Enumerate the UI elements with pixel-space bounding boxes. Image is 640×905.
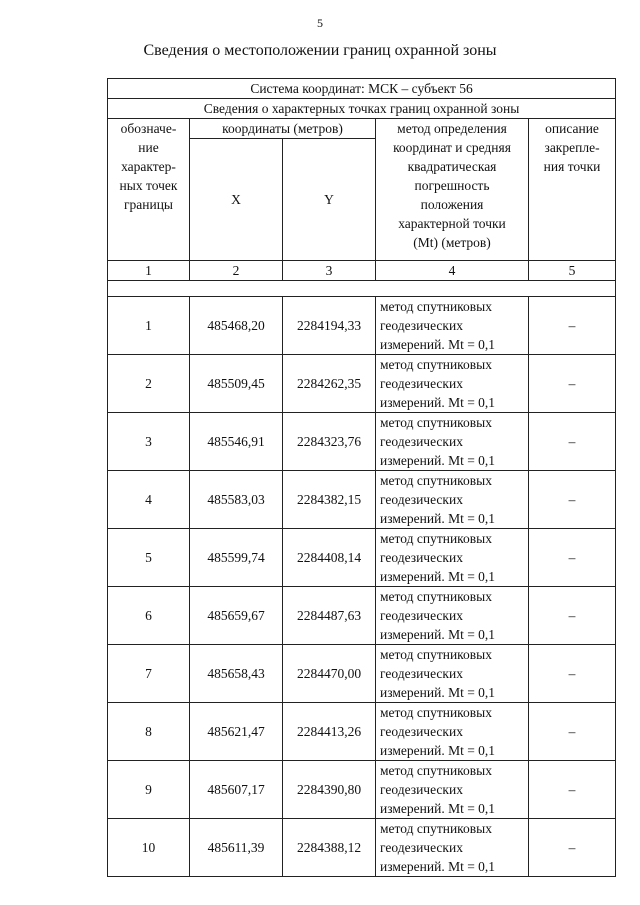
method-cell: метод спутниковых геодезических измерений. Mt = 0,1 xyxy=(376,297,529,355)
description-cell: – xyxy=(529,819,616,877)
y-coordinate-cell: 2284408,14 xyxy=(283,529,376,587)
header-y: Y xyxy=(283,139,376,261)
table-row xyxy=(108,413,616,471)
y-coordinate-cell: 2284262,35 xyxy=(283,355,376,413)
header-method: метод определения координат и средняя квадратическая погрешность положения характерной точки (Mt) (метров) xyxy=(376,119,529,261)
method-cell: метод спутниковых геодезических измерений. Mt = 0,1 xyxy=(376,587,529,645)
column-number: 3 xyxy=(283,261,376,281)
x-coordinate-cell: 485607,17 xyxy=(190,761,283,819)
description-cell: – xyxy=(529,471,616,529)
point-number-cell: 1 xyxy=(108,297,190,355)
table-row xyxy=(108,529,616,587)
point-number-cell: 3 xyxy=(108,413,190,471)
y-coordinate-cell: 2284388,12 xyxy=(283,819,376,877)
header-description: описание закрепле- ния точки xyxy=(529,119,616,261)
x-coordinate-cell: 485611,39 xyxy=(190,819,283,877)
header-point-label: обозначе- ние характер- ных точек границы xyxy=(108,119,190,261)
y-coordinate-cell: 2284487,63 xyxy=(283,587,376,645)
header-x: X xyxy=(190,139,283,261)
method-cell: метод спутниковых геодезических измерений. Mt = 0,1 xyxy=(376,471,529,529)
table-row xyxy=(108,355,616,413)
description-cell: – xyxy=(529,297,616,355)
x-coordinate-cell: 485659,67 xyxy=(190,587,283,645)
column-number: 5 xyxy=(529,261,616,281)
y-coordinate-cell: 2284390,80 xyxy=(283,761,376,819)
x-coordinate-cell: 485546,91 xyxy=(190,413,283,471)
description-cell: – xyxy=(529,355,616,413)
x-coordinate-cell: 485468,20 xyxy=(190,297,283,355)
method-cell: метод спутниковых геодезических измерений. Mt = 0,1 xyxy=(376,355,529,413)
table-row xyxy=(108,761,616,819)
y-coordinate-cell: 2284470,00 xyxy=(283,645,376,703)
point-number-cell: 4 xyxy=(108,471,190,529)
description-cell: – xyxy=(529,645,616,703)
x-coordinate-cell: 485599,74 xyxy=(190,529,283,587)
point-number-cell: 2 xyxy=(108,355,190,413)
column-number: 4 xyxy=(376,261,529,281)
method-cell: метод спутниковых геодезических измерений. Mt = 0,1 xyxy=(376,529,529,587)
point-number-cell: 6 xyxy=(108,587,190,645)
table-row xyxy=(108,587,616,645)
y-coordinate-cell: 2284382,15 xyxy=(283,471,376,529)
x-coordinate-cell: 485621,47 xyxy=(190,703,283,761)
table-row xyxy=(108,819,616,877)
table-row xyxy=(108,645,616,703)
method-cell: метод спутниковых геодезических измерений. Mt = 0,1 xyxy=(376,703,529,761)
description-cell: – xyxy=(529,529,616,587)
page-number: 5 xyxy=(317,16,323,30)
method-cell: метод спутниковых геодезических измерений. Mt = 0,1 xyxy=(376,645,529,703)
point-number-cell: 7 xyxy=(108,645,190,703)
boundary-points-table xyxy=(107,78,616,877)
point-number-cell: 8 xyxy=(108,703,190,761)
table-row xyxy=(108,703,616,761)
y-coordinate-cell: 2284413,26 xyxy=(283,703,376,761)
description-cell: – xyxy=(529,413,616,471)
point-number-cell: 10 xyxy=(108,819,190,877)
point-number-cell: 5 xyxy=(108,529,190,587)
table-row xyxy=(108,297,616,355)
coordinate-system-header: Система координат: МСК – субъект 56 xyxy=(108,79,616,99)
column-number: 1 xyxy=(108,261,190,281)
method-cell: метод спутниковых геодезических измерений. Mt = 0,1 xyxy=(376,819,529,877)
column-number: 2 xyxy=(190,261,283,281)
method-cell: метод спутниковых геодезических измерений. Mt = 0,1 xyxy=(376,761,529,819)
x-coordinate-cell: 485658,43 xyxy=(190,645,283,703)
y-coordinate-cell: 2284323,76 xyxy=(283,413,376,471)
table-row xyxy=(108,471,616,529)
x-coordinate-cell: 485583,03 xyxy=(190,471,283,529)
description-cell: – xyxy=(529,761,616,819)
y-coordinate-cell: 2284194,33 xyxy=(283,297,376,355)
description-cell: – xyxy=(529,703,616,761)
x-coordinate-cell: 485509,45 xyxy=(190,355,283,413)
method-cell: метод спутниковых геодезических измерений. Mt = 0,1 xyxy=(376,413,529,471)
document-title: Сведения о местоположении границ охранной зоны xyxy=(143,42,497,59)
table-body xyxy=(108,297,616,877)
points-info-header: Сведения о характерных точках границ охранной зоны xyxy=(108,99,616,119)
header-coordinates: координаты (метров) xyxy=(190,119,376,139)
point-number-cell: 9 xyxy=(108,761,190,819)
description-cell: – xyxy=(529,587,616,645)
empty-row xyxy=(108,281,616,297)
